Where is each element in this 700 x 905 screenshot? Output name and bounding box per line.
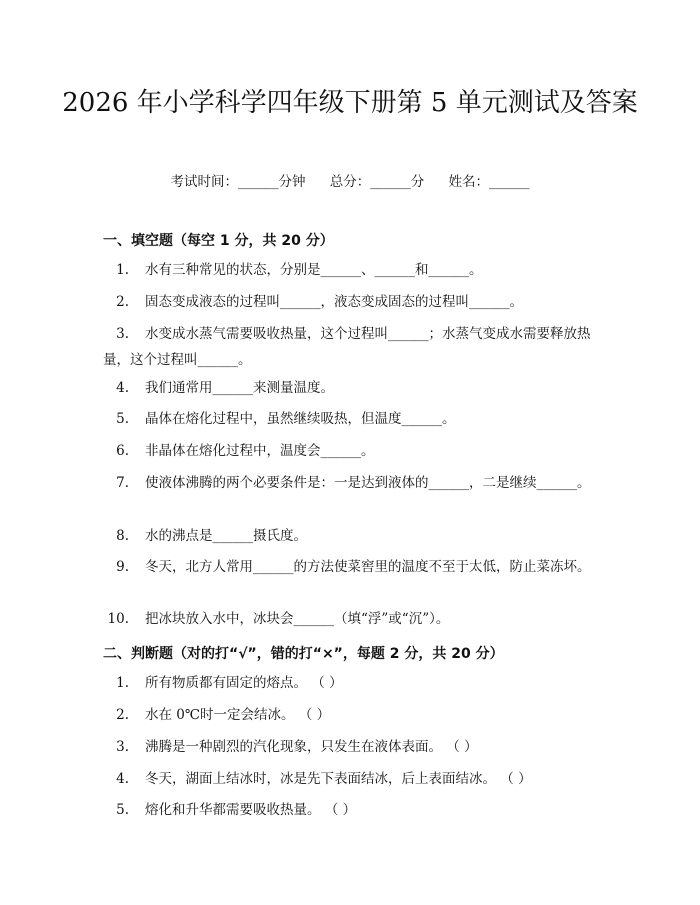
fill-question-6	[103, 438, 603, 464]
question-number: 10.	[107, 611, 129, 627]
fill-question-7	[103, 470, 603, 496]
question-text: 水的沸点是______摄氏度。	[145, 528, 307, 544]
question-text: 非晶体在熔化过程中，温度会______。	[145, 443, 375, 459]
fill-question-1	[103, 257, 603, 283]
fill-question-5	[103, 406, 603, 432]
question-number: 4.	[116, 771, 129, 787]
question-number: 2.	[116, 294, 129, 310]
question-text: 水在 0℃时一定会结冰。 （ ）	[145, 707, 331, 723]
question-text: 熔化和升华都需要吸收热量。 （ ）	[145, 802, 357, 818]
exam-time: 考试时间：______分钟	[170, 174, 306, 190]
question-number: 2.	[116, 707, 129, 723]
question-text: 水有三种常见的状态，分别是______、______和______。	[145, 262, 483, 278]
judge-question-3	[103, 734, 603, 760]
question-number: 7.	[116, 475, 129, 491]
section-true-false-title: 二、判断题（对的打“√”，错的打“×”，每题 2 分，共 20 分）	[103, 646, 504, 662]
question-text: 水变成水蒸气需要吸收热量，这个过程叫______；水蒸气变成水需要释放热量，这个过程叫______。	[103, 326, 591, 368]
question-number: 1.	[116, 675, 129, 691]
question-number: 3.	[116, 739, 129, 755]
question-number: 1.	[116, 262, 129, 278]
question-text: 沸腾是一种剧烈的汽化现象，只发生在液体表面。 （ ）	[145, 739, 478, 755]
question-number: 6.	[116, 443, 129, 459]
question-text: 使液体沸腾的两个必要条件是：一是达到液体的______，二是继续______。	[145, 475, 591, 491]
question-text: 所有物质都有固定的熔点。 （ ）	[145, 675, 343, 691]
judge-question-4	[103, 766, 603, 792]
fill-question-10	[103, 606, 603, 632]
page-title: 2026 年小学科学四年级下册第 5 单元测试及答案	[62, 88, 638, 118]
question-number: 4.	[116, 380, 129, 396]
judge-question-2	[103, 702, 603, 728]
question-text: 我们通常用______来测量温度。	[145, 380, 334, 396]
question-text: 冬天，北方人常用______的方法使菜窖里的温度不至于太低，防止菜冻坏。	[145, 559, 591, 575]
exam-meta	[0, 170, 700, 190]
section-fill-in-title: 一、填空题（每空 1 分，共 20 分）	[103, 233, 334, 249]
question-text: 冬天，湖面上结冰时，冰是先下表面结冰，后上表面结冰。 （ ）	[145, 771, 532, 787]
question-text: 晶体在熔化过程中，虽然继续吸热，但温度______。	[145, 411, 456, 427]
question-number: 9.	[116, 559, 129, 575]
fill-question-4	[103, 375, 603, 401]
question-text: 把冰块放入水中，冰块会______（填“浮”或“沉”）。	[145, 611, 450, 627]
question-number: 3.	[116, 326, 129, 342]
student-name: 姓名：______	[448, 174, 530, 190]
fill-question-9	[103, 554, 603, 580]
question-number: 5.	[116, 411, 129, 427]
fill-question-3	[103, 321, 603, 373]
fill-question-2	[103, 289, 603, 315]
judge-question-1	[103, 670, 603, 696]
total-score: 总分：______分	[329, 174, 425, 190]
question-text: 固态变成液态的过程叫______，液态变成固态的过程叫______。	[145, 294, 523, 310]
judge-question-5	[103, 797, 603, 823]
question-number: 5.	[116, 802, 129, 818]
fill-question-8	[103, 523, 603, 549]
question-number: 8.	[116, 528, 129, 544]
